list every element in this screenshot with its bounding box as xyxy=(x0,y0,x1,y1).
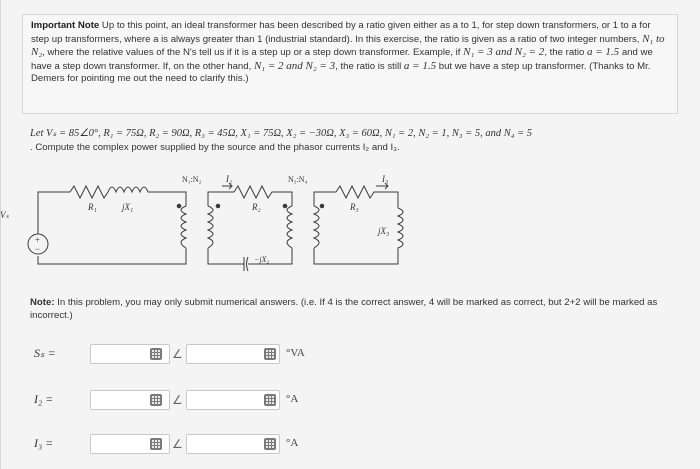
source-plus: + xyxy=(35,235,41,245)
t1-primary-dot xyxy=(177,204,181,208)
r1-label: R₁ xyxy=(88,202,97,212)
problem-task: . Compute the complex power supplied by the source and the phasor currents I₂ and I₃. xyxy=(30,142,400,153)
answer-row-i2 xyxy=(30,390,650,412)
t1-secondary-coil xyxy=(208,206,213,248)
t2-primary-dot xyxy=(283,204,287,208)
note-text-2: , where the relative values of the N's tell us if it is a step up or a step down transformer. Example, if xyxy=(42,47,464,59)
ss-angle-icon: ∠ xyxy=(172,347,183,361)
t2-ratio-label: N₃:N₄ xyxy=(288,175,308,184)
problem-givens: Let Vₛ = 85∠0°, R₁ = 75Ω, R₂ = 90Ω, R₃ = 45Ω, X₁ = 75Ω, X₂ = −30Ω, X₃ = 60Ω, N₁ = 2, N₂ = 1, N₃ = 5, and N₄ = 5 xyxy=(30,128,532,139)
important-note-box xyxy=(22,14,678,114)
note-n1-n2: N₁ to N₂ xyxy=(31,32,665,59)
x1-label: jX₁ xyxy=(122,202,134,212)
i2-magnitude-keypad-icon[interactable] xyxy=(150,394,162,406)
note-text-1: Up to this point, an ideal transformer has been described by a ratio given either as a to 1, for step down transformers, or 1 to a for step up transformers, where a is always greater than 1 (industrial standard). In this exercise, the ratio is given as a ratio of two integer numbers, xyxy=(31,20,651,45)
numeric-note-text: In this problem, you may only submit numerical answers. (i.e. If 4 is the correct answer, 4 will be marked as correct, but 2+2 will be marked as incorrect.) xyxy=(30,297,658,321)
inductor-x1 xyxy=(108,187,186,206)
i3-label: I₃ xyxy=(382,174,389,184)
resistor-r1 xyxy=(70,186,108,198)
i3-angle-icon: ∠ xyxy=(172,437,183,451)
r2-label: R₂ xyxy=(252,202,261,212)
t1-primary-coil xyxy=(181,206,186,248)
i2-label: I₂ xyxy=(226,174,233,184)
answer-label-i2: I₂ = xyxy=(34,392,54,406)
capacitor-x2 xyxy=(244,257,248,271)
note-example-2-ratio: a = 1.5 xyxy=(403,59,437,72)
note-example-2: N₁ = 2 and N₂ = 3 xyxy=(253,59,336,72)
wire-left-top xyxy=(38,192,70,236)
note-text-6: but we have a step up transformer. (Thanks to Mr. Demers for pointing me out the need to clarify this.) xyxy=(31,60,651,85)
x2-label: −jX₂ xyxy=(254,255,270,264)
circuit-diagram xyxy=(0,172,450,276)
resistor-r2 xyxy=(234,186,292,206)
numeric-note xyxy=(30,296,680,322)
wire-mid-bottom-left xyxy=(208,248,244,264)
vs-label: Vₛ xyxy=(0,210,9,220)
t1-ratio-label: N₁:N₂ xyxy=(182,175,202,184)
t2-secondary-coil xyxy=(314,206,319,248)
answer-row-i3 xyxy=(30,434,650,456)
answer-label-ss: Sₛ = xyxy=(34,346,56,360)
x3-label: jX₃ xyxy=(378,226,390,236)
inductor-x3 xyxy=(314,208,403,264)
i3-angle-keypad-icon[interactable] xyxy=(264,438,276,450)
wire-right-top xyxy=(314,192,336,206)
wire-mid-top xyxy=(208,192,234,206)
answer-label-i3: I₃ = xyxy=(34,436,54,450)
i3-unit: °A xyxy=(286,437,299,449)
note-example-1: N₁ = 3 and N₂ = 2 xyxy=(463,46,545,59)
t2-secondary-dot xyxy=(320,204,324,208)
problem-statement xyxy=(30,127,680,155)
resistor-r3 xyxy=(336,186,398,208)
note-text-5: , the ratio is still xyxy=(335,60,404,72)
answer-row-sources xyxy=(30,344,650,366)
ss-angle-keypad-icon[interactable] xyxy=(264,348,276,360)
ss-magnitude-keypad-icon[interactable] xyxy=(150,348,162,360)
note-example-1-ratio: a = 1.5 xyxy=(586,46,620,59)
i2-angle-icon: ∠ xyxy=(172,393,183,407)
numeric-note-heading: Note: xyxy=(30,297,55,308)
ss-unit: °VA xyxy=(286,347,305,359)
i2-unit: °A xyxy=(286,393,299,405)
t1-secondary-dot xyxy=(216,204,220,208)
r3-label: R₃ xyxy=(350,202,359,212)
t2-primary-coil xyxy=(287,206,292,248)
i2-angle-keypad-icon[interactable] xyxy=(264,394,276,406)
important-note-heading: Important Note xyxy=(31,20,100,31)
source-minus: − xyxy=(35,244,41,254)
wire-left-bottom xyxy=(38,248,186,264)
note-text-4: and we have a step down transformer. If, on the other hand, xyxy=(31,47,653,72)
i3-magnitude-keypad-icon[interactable] xyxy=(150,438,162,450)
note-text-3: , the ratio xyxy=(544,47,587,59)
